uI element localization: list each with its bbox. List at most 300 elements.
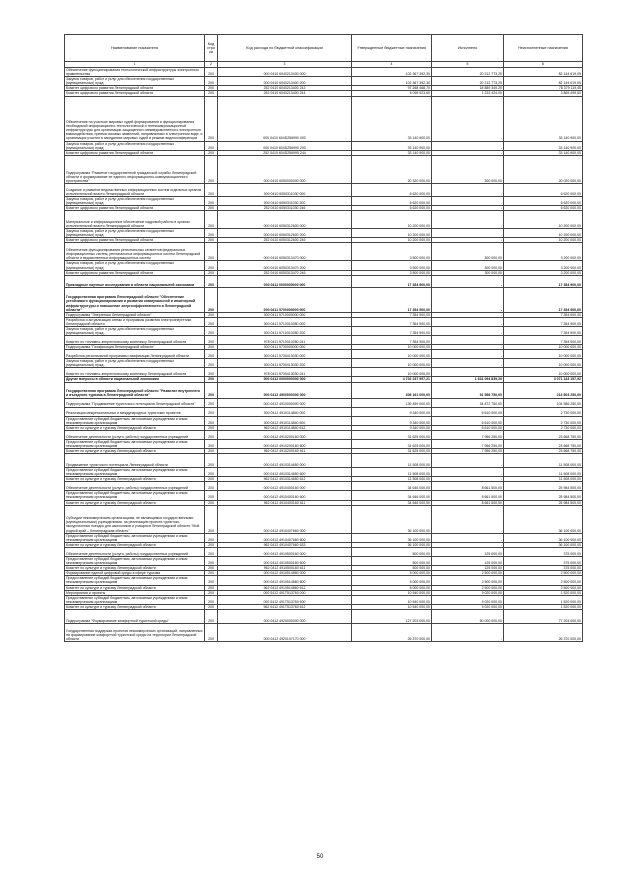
row-executed: - <box>432 368 504 377</box>
row-approved: 9 340 000,00 <box>352 425 432 430</box>
row-kbk: 000 0412 4920000000 000 <box>218 609 352 623</box>
row-approved: 10 000 000,00 <box>352 350 432 359</box>
row-unexecuted: 1 520 000,00 <box>504 590 583 595</box>
row-kbk: 962 0412 4910114840 612 <box>218 425 352 430</box>
row-kbk: 000 0411 5730413030 200 <box>218 359 352 368</box>
row-executed: 1 223 424,00 <box>432 91 504 96</box>
row-approved: 34 646 000,00 <box>352 482 432 491</box>
row-kbk: 000 0412 4910114840 600 <box>218 416 352 425</box>
row-unexecuted: 3 865 499,60 <box>504 91 583 96</box>
table-row <box>65 533 583 542</box>
row-code: 200 <box>205 542 218 547</box>
row-approved: 102 367 392,30 <box>352 68 432 77</box>
row-approved: 11 508 000,00 <box>352 454 432 468</box>
table-row <box>65 243 583 261</box>
row-unexecuted: 10 200 000,00 <box>504 238 583 243</box>
row-name: Государственная программа Ленинградской области "Обеспечение устойчивого функционирования и развития коммунальной и инженерной инфраструктуры и повышение энергоэффективности в Ленинградской области" <box>65 287 205 312</box>
row-kbk: 978 0411 5710310280 241 <box>218 336 352 345</box>
row-name: Предоставление субсидий бюджетным, автономным учреждениям и иным некоммерческим организациям <box>65 491 205 500</box>
row-approved: 127 203 000,00 <box>352 609 432 623</box>
row-unexecuted: 3 200 000,00 <box>504 261 583 270</box>
row-unexecuted: 23 668 750,00 <box>504 439 583 448</box>
row-unexecuted: 6 620 000,00 <box>504 183 583 196</box>
table-row <box>65 439 583 448</box>
row-kbk: 000 0412 4910314650 000 <box>218 454 352 468</box>
row-name: Комитет по культуре и туризму Ленинградской области <box>65 566 205 571</box>
row-executed: 300 000,00 <box>432 270 504 275</box>
row-unexecuted: 6 620 000,00 <box>504 206 583 211</box>
row-code: 200 <box>205 183 218 196</box>
row-kbk: 000 0412 491Т513760 000 <box>218 590 352 595</box>
row-code: 200 <box>205 566 218 571</box>
row-code: 200 <box>205 407 218 416</box>
row-executed: 2 500 000,00 <box>432 585 504 590</box>
row-code: 200 <box>205 270 218 275</box>
row-kbk: 000 0412 4910200160 600 <box>218 439 352 448</box>
row-code: 200 <box>205 482 218 491</box>
row-approved: 3 500 000,00 <box>352 270 432 275</box>
table-row <box>65 398 583 407</box>
row-approved: 10 000 000,00 <box>352 368 432 377</box>
row-kbk: 000 0411 5730413030 000 <box>218 350 352 359</box>
row-unexecuted: 11 508 000,00 <box>504 468 583 477</box>
col-number: 1 <box>65 62 205 68</box>
table-header-row <box>65 35 583 62</box>
row-code: 200 <box>205 261 218 270</box>
budget-execution-table <box>64 34 583 642</box>
row-executed: - <box>432 542 504 547</box>
row-unexecuted: 77 203 000,00 <box>504 609 583 623</box>
row-code: 200 <box>205 449 218 454</box>
row-kbk: 000 0412 4910514860 000 <box>218 571 352 576</box>
row-executed: 6 610 000,00 <box>432 416 504 425</box>
header-code: Код стро ки <box>205 35 218 62</box>
row-name: Комитет цифрового развития Ленинградской области <box>65 238 205 243</box>
row-unexecuted: 7 354 900,00 <box>504 312 583 317</box>
table-row <box>65 155 583 183</box>
row-name: Государственная поддержка проектов некоммерческих организаций, направленных на формирование комфортной туристской среды на территории Ленинградской области <box>65 623 205 641</box>
row-name: Комитет цифрового развития Ленинградской области <box>65 206 205 211</box>
row-executed: 7 956 250,00 <box>432 430 504 439</box>
row-kbk: 000 0412 4910400160 000 <box>218 482 352 491</box>
table-row <box>65 505 583 533</box>
row-unexecuted: 17 354 900,00 <box>504 287 583 312</box>
row-code: 200 <box>205 238 218 243</box>
table-row <box>65 275 583 287</box>
row-approved: 20 320 000,00 <box>352 155 432 183</box>
row-name: Закупка товаров, работ и услуг для обеспечения государственных (муниципальных) нужд <box>65 141 205 150</box>
row-unexecuted: 3 071 143 157,92 <box>504 377 583 382</box>
row-kbk: 000 0412 4910514860 600 <box>218 576 352 585</box>
row-kbk: 962 0412 4910314650 612 <box>218 477 352 482</box>
row-name: Закупка товаров, работ и услуг для обеспечения государственных (муниципальных) нужд <box>65 77 205 86</box>
row-executed: - <box>432 238 504 243</box>
row-executed: 9 020 000,00 <box>432 604 504 609</box>
row-approved: 10 540 000,00 <box>352 595 432 604</box>
row-approved: 10 540 000,00 <box>352 604 432 609</box>
row-code: 200 <box>205 86 218 91</box>
header-executed: Исполнено <box>432 35 504 62</box>
table-row <box>65 623 583 641</box>
row-executed: 125 000,00 <box>432 566 504 571</box>
row-executed: - <box>432 287 504 312</box>
row-approved: 7 354 900,00 <box>352 326 432 335</box>
row-name: Другие вопросы в области национальной экономики <box>65 377 205 382</box>
row-unexecuted: 3 200 000,00 <box>504 270 583 275</box>
row-executed: 125 000,00 <box>432 556 504 565</box>
row-name: Предоставление субсидий бюджетным, автономным учреждениям и иным некоммерческим организациям <box>65 416 205 425</box>
row-approved: 17 354 900,00 <box>352 275 432 287</box>
row-code: 200 <box>205 382 218 398</box>
row-approved: 306 161 000,00 <box>352 382 432 398</box>
row-name: Мероприятия и проекты <box>65 590 205 595</box>
row-kbk: 000 0410 604D256990 000 <box>218 96 352 141</box>
row-kbk: 252 0410 6050313470 246 <box>218 270 352 275</box>
row-executed: 9 020 000,00 <box>432 590 504 595</box>
row-code: 200 <box>205 326 218 335</box>
row-approved: 3 500 000,00 <box>352 261 432 270</box>
row-executed: - <box>432 183 504 196</box>
row-code: 200 <box>205 350 218 359</box>
row-unexecuted: 375 000,00 <box>504 556 583 565</box>
row-name: Комитет по культуре и туризму Ленинградской области <box>65 425 205 430</box>
table-row <box>65 547 583 556</box>
row-code: 200 <box>205 556 218 565</box>
row-name: Обеспечение деятельности (услуги, работы) государственных учреждений <box>65 430 205 439</box>
row-kbk: 000 0412 4910314650 600 <box>218 468 352 477</box>
row-unexecuted: 375 000,00 <box>504 547 583 556</box>
row-kbk: 000 0411 5710310280 200 <box>218 326 352 335</box>
row-code: 200 <box>205 206 218 211</box>
row-code: 200 <box>205 368 218 377</box>
col-number: 5 <box>432 62 504 68</box>
row-approved: 10 000 000,00 <box>352 345 432 350</box>
row-executed: - <box>432 150 504 155</box>
row-name: Комитет по топливно-энергетическому комплексу Ленинградской области <box>65 368 205 377</box>
row-kbk: 962 0412 4910500160 611 <box>218 566 352 571</box>
row-name: Предоставление субсидий бюджетным, автономным учреждениям и иным некоммерческим организациям <box>65 533 205 542</box>
row-unexecuted: 2 500 000,00 <box>504 576 583 585</box>
table-row <box>65 430 583 439</box>
row-code: 200 <box>205 547 218 556</box>
row-executed: - <box>432 229 504 238</box>
row-approved: 34 646 000,00 <box>352 491 432 500</box>
row-kbk: 252 0410 6040213400 244 <box>218 91 352 96</box>
row-executed: - <box>432 312 504 317</box>
row-name: Материальное и информационное обеспечение кадровой работы в органах исполнительной власти Ленинградской области <box>65 211 205 229</box>
row-unexecuted: 375 000,00 <box>504 566 583 571</box>
table-row <box>65 609 583 623</box>
row-approved: 6 620 000,00 <box>352 196 432 205</box>
row-executed: - <box>432 275 504 287</box>
row-name: Обеспечение на участках мировых судей формирования и функционирования необходимой информационно-технологической и телекоммуникационной инфраструктуры для организации защищенного межведомственного электронного взаимодействия, приема исковых заявлений, направляемых в электронном виде, и организация участия в заседаниях мировых судей в режиме видеоконференции <box>65 96 205 141</box>
row-approved: 17 354 900,00 <box>352 287 432 312</box>
row-unexecuted: 3 200 000,00 <box>504 243 583 261</box>
row-kbk: 000 0411 0000000000 000 <box>218 275 352 287</box>
row-code: 200 <box>205 398 218 407</box>
row-unexecuted: 25 984 500,00 <box>504 482 583 491</box>
row-name: Предоставление субсидий бюджетным, автономным учреждениям и иным некоммерческим организациям <box>65 439 205 448</box>
row-code: 200 <box>205 275 218 287</box>
page-number: 50 <box>316 854 324 860</box>
row-name: Подпрограмма "Энергетика Ленинградской области" <box>65 312 205 317</box>
row-executed: 300 000,00 <box>432 155 504 183</box>
row-code: 200 <box>205 155 218 183</box>
row-approved: 5 000 000,00 <box>352 576 432 585</box>
row-approved: 7 354 900,00 <box>352 312 432 317</box>
row-approved: 500 000,00 <box>352 566 432 571</box>
row-executed: 91 556 750,00 <box>432 382 504 398</box>
row-approved: 9 340 000,00 <box>352 407 432 416</box>
row-executed: - <box>432 96 504 141</box>
row-kbk: 000 0412 4910400160 600 <box>218 491 352 500</box>
row-unexecuted: 36 100 000,00 <box>504 505 583 533</box>
row-code: 200 <box>205 477 218 482</box>
row-kbk: 252 0410 6050311030 246 <box>218 206 352 211</box>
row-kbk: 252 0410 6040213400 242 <box>218 86 352 91</box>
row-kbk: 000 0410 6050311030 200 <box>218 196 352 205</box>
row-approved: 11 508 000,00 <box>352 477 432 482</box>
row-unexecuted: 25 984 500,00 <box>504 500 583 505</box>
row-approved: 33 140 900,00 <box>352 150 432 155</box>
row-name: Обеспечение деятельности (услуги, работы) государственных учреждений <box>65 547 205 556</box>
row-unexecuted: 78 379 119,45 <box>504 86 583 91</box>
row-unexecuted: 82 144 619,05 <box>504 68 583 77</box>
row-executed: 20 212 773,25 <box>432 77 504 86</box>
row-name: Комитет цифрового развития Ленинградской области <box>65 150 205 155</box>
table-row <box>65 454 583 468</box>
row-unexecuted: 1 520 000,00 <box>504 595 583 604</box>
row-name: Подпрограмма "Формирование комфортной туристской среды" <box>65 609 205 623</box>
row-executed: 300 000,00 <box>432 261 504 270</box>
row-executed: 2 500 000,00 <box>432 576 504 585</box>
row-name: Комитет по культуре и туризму Ленинградской области <box>65 542 205 547</box>
row-unexecuted: 23 668 750,00 <box>504 430 583 439</box>
row-executed: - <box>432 350 504 359</box>
row-unexecuted: 10 200 000,00 <box>504 229 583 238</box>
row-kbk: 000 0411 5700000000 000 <box>218 287 352 312</box>
row-name: Комитет по топливно-энергетическому комплексу Ленинградской области <box>65 336 205 345</box>
row-unexecuted: 7 354 900,00 <box>504 317 583 326</box>
row-code: 200 <box>205 287 218 312</box>
row-executed: - <box>432 206 504 211</box>
row-name: Прикладные научные исследования в области национальной экономики <box>65 275 205 287</box>
row-executed: 50 000 000,00 <box>432 609 504 623</box>
table-row <box>65 368 583 377</box>
row-code: 200 <box>205 571 218 576</box>
row-executed: - <box>432 623 504 641</box>
row-executed: - <box>432 141 504 150</box>
row-executed: - <box>432 477 504 482</box>
table-row <box>65 407 583 416</box>
row-executed: - <box>432 454 504 468</box>
row-code: 200 <box>205 533 218 542</box>
row-kbk: 000 0410 6050000000 000 <box>218 155 352 183</box>
row-unexecuted: 33 140 900,00 <box>504 150 583 155</box>
row-executed: 300 000,00 <box>432 243 504 261</box>
row-unexecuted: 2 500 000,00 <box>504 585 583 590</box>
row-kbk: 962 0412 4910400160 611 <box>218 500 352 505</box>
table-row <box>65 416 583 425</box>
row-approved: 31 625 000,00 <box>352 439 432 448</box>
row-executed: 2 500 000,00 <box>432 571 504 576</box>
row-approved: 5 098 923,60 <box>352 91 432 96</box>
col-number: 6 <box>504 62 583 68</box>
row-executed: 1 631 094 839,29 <box>432 377 504 382</box>
row-unexecuted: 10 000 000,00 <box>504 359 583 368</box>
col-number: 3 <box>218 62 352 68</box>
row-approved: 31 625 000,00 <box>352 430 432 439</box>
row-name: Комитет по культуре и туризму Ленинградской области <box>65 449 205 454</box>
table-row <box>65 576 583 585</box>
row-executed: 18 889 349,25 <box>432 86 504 91</box>
row-code: 200 <box>205 150 218 155</box>
row-kbk: 000 0410 6040213400 200 <box>218 77 352 86</box>
row-name: Комитет цифрового развития Ленинградской области <box>65 91 205 96</box>
row-code: 200 <box>205 196 218 205</box>
row-name: Подпрограмма "Продвижение туристского потенциала Ленинградской области" <box>65 398 205 407</box>
row-code: 200 <box>205 312 218 317</box>
row-approved: 9 340 000,00 <box>352 416 432 425</box>
row-kbk: 000 0412 4910000000 000 <box>218 398 352 407</box>
row-unexecuted: 2 730 000,00 <box>504 416 583 425</box>
row-name: Предоставление субсидий бюджетным, автономным учреждениям и иным некоммерческим организациям <box>65 595 205 604</box>
table-body <box>65 68 583 642</box>
row-name: Предоставление субсидий бюджетным, автономным учреждениям и иным некоммерческим организациям <box>65 556 205 565</box>
row-approved: 36 100 000,00 <box>352 542 432 547</box>
row-executed: 34 872 750,00 <box>432 398 504 407</box>
row-kbk: 000 0410 6040213400 000 <box>218 68 352 77</box>
row-executed: - <box>432 336 504 345</box>
row-unexecuted: 10 000 000,00 <box>504 368 583 377</box>
row-unexecuted: 26 370 000,00 <box>504 623 583 641</box>
row-kbk: 000 0410 6050312600 200 <box>218 229 352 238</box>
row-kbk: 000 0412 491Т513760 600 <box>218 595 352 604</box>
row-kbk: 962 0412 4910200160 611 <box>218 449 352 454</box>
row-kbk: 000 0412 4910407660 600 <box>218 533 352 542</box>
table-row <box>65 595 583 604</box>
row-code: 200 <box>205 590 218 595</box>
row-approved: 500 000,00 <box>352 556 432 565</box>
row-code: 200 <box>205 439 218 448</box>
row-approved: 11 508 000,00 <box>352 468 432 477</box>
row-kbk: 000 0412 4920107170 000 <box>218 623 352 641</box>
row-approved: 10 540 000,00 <box>352 590 432 595</box>
row-name: Закупка товаров, работ и услуг для обеспечения государственных (муниципальных) нужд <box>65 196 205 205</box>
row-kbk: 252 0410 604D256990 244 <box>218 150 352 155</box>
header-approved: Утвержденные бюджетные назначения <box>352 35 432 62</box>
row-code: 200 <box>205 211 218 229</box>
row-name: Обеспечение деятельности (услуги, работы) государственных учреждений <box>65 482 205 491</box>
table-row <box>65 326 583 335</box>
row-executed: - <box>432 326 504 335</box>
row-kbk: 000 0410 6050313470 200 <box>218 261 352 270</box>
row-approved: 10 200 000,00 <box>352 211 432 229</box>
row-unexecuted: 2 730 000,00 <box>504 425 583 430</box>
table-row <box>65 336 583 345</box>
row-unexecuted: 2 500 000,00 <box>504 571 583 576</box>
table-row <box>65 196 583 205</box>
row-name: Комитет по культуре и туризму Ленинградской области <box>65 604 205 609</box>
row-unexecuted: 33 140 900,00 <box>504 96 583 141</box>
row-kbk: 000 0412 4910200160 000 <box>218 430 352 439</box>
row-name: Комитет цифрового развития Ленинградской области <box>65 86 205 91</box>
row-kbk: 252 0410 6050312600 246 <box>218 238 352 243</box>
row-code: 200 <box>205 68 218 77</box>
row-unexecuted: 2 730 000,00 <box>504 407 583 416</box>
row-approved: 33 140 900,00 <box>352 141 432 150</box>
row-code: 200 <box>205 229 218 238</box>
row-code: 200 <box>205 430 218 439</box>
row-executed: 8 661 500,00 <box>432 482 504 491</box>
row-approved: 102 367 392,30 <box>352 77 432 86</box>
row-name: Формирование единой цифровой среды в сфере туризма <box>65 571 205 576</box>
table-row <box>65 317 583 326</box>
row-unexecuted: 10 200 000,00 <box>504 211 583 229</box>
row-executed: 125 000,00 <box>432 547 504 556</box>
row-executed: 6 610 000,00 <box>432 425 504 430</box>
row-unexecuted: 36 100 000,00 <box>504 542 583 547</box>
row-kbk: 000 0411 5710310280 000 <box>218 317 352 326</box>
row-name: Комитет по культуре и туризму Ленинградской области <box>65 477 205 482</box>
header-unexecuted: Неисполненные назначения <box>504 35 583 62</box>
table-row <box>65 556 583 565</box>
table-row <box>65 468 583 477</box>
row-name: Продвижение туристского потенциала Ленинградской области <box>65 454 205 468</box>
row-name: Обеспечение функционирования технологической инфраструктуры электронного правительства <box>65 68 205 77</box>
row-unexecuted: 214 604 250,00 <box>504 382 583 398</box>
row-kbk: 000 0412 4900000000 000 <box>218 382 352 398</box>
table-row <box>65 96 583 141</box>
row-name: Подпрограмма "Развитие государственной гражданской службы Ленинградской области и формирование ее единого информационно-коммуникационного пространства" <box>65 155 205 183</box>
row-approved: 34 646 000,00 <box>352 500 432 505</box>
row-executed: - <box>432 505 504 533</box>
row-approved: 500 000,00 <box>352 547 432 556</box>
table-row <box>65 350 583 359</box>
row-code: 200 <box>205 623 218 641</box>
row-approved: 10 200 000,00 <box>352 238 432 243</box>
row-name: Подпрограмма "Газификация Ленинградской области" <box>65 345 205 350</box>
row-unexecuted: 82 144 619,05 <box>504 77 583 86</box>
row-code: 200 <box>205 505 218 533</box>
row-code: 200 <box>205 416 218 425</box>
row-approved: 7 354 900,00 <box>352 336 432 345</box>
row-unexecuted: 7 354 900,00 <box>504 336 583 345</box>
row-code: 200 <box>205 91 218 96</box>
row-unexecuted: 1 520 000,00 <box>504 604 583 609</box>
row-unexecuted: 33 140 900,00 <box>504 141 583 150</box>
row-kbk: 000 0411 5710000000 000 <box>218 312 352 317</box>
row-kbk: 000 0412 4910407660 000 <box>218 505 352 533</box>
row-unexecuted: 11 508 000,00 <box>504 454 583 468</box>
row-unexecuted: 23 668 750,00 <box>504 449 583 454</box>
row-code: 200 <box>205 96 218 141</box>
table-row <box>65 68 583 77</box>
row-approved: 5 000 000,00 <box>352 571 432 576</box>
row-approved: 5 000 000,00 <box>352 585 432 590</box>
row-code: 200 <box>205 377 218 382</box>
row-code: 200 <box>205 141 218 150</box>
row-code: 200 <box>205 317 218 326</box>
row-executed: - <box>432 468 504 477</box>
row-kbk: 000 0412 4910500160 600 <box>218 556 352 565</box>
row-name: Закупка товаров, работ и услуг для обеспечения государственных (муниципальных) нужд <box>65 326 205 335</box>
row-approved: 4 702 237 997,21 <box>352 377 432 382</box>
table-row <box>65 141 583 150</box>
row-executed: 7 956 250,00 <box>432 439 504 448</box>
row-approved: 7 354 900,00 <box>352 317 432 326</box>
row-name: Субсидии некоммерческим организациям, не являющимся государственными (муниципальными) учреждениями, на реализацию проекта туристско-экскурсионных поездок для школьников и учащихся Ленинградской области "Мой родной край – Ленинградская область" <box>65 505 205 533</box>
